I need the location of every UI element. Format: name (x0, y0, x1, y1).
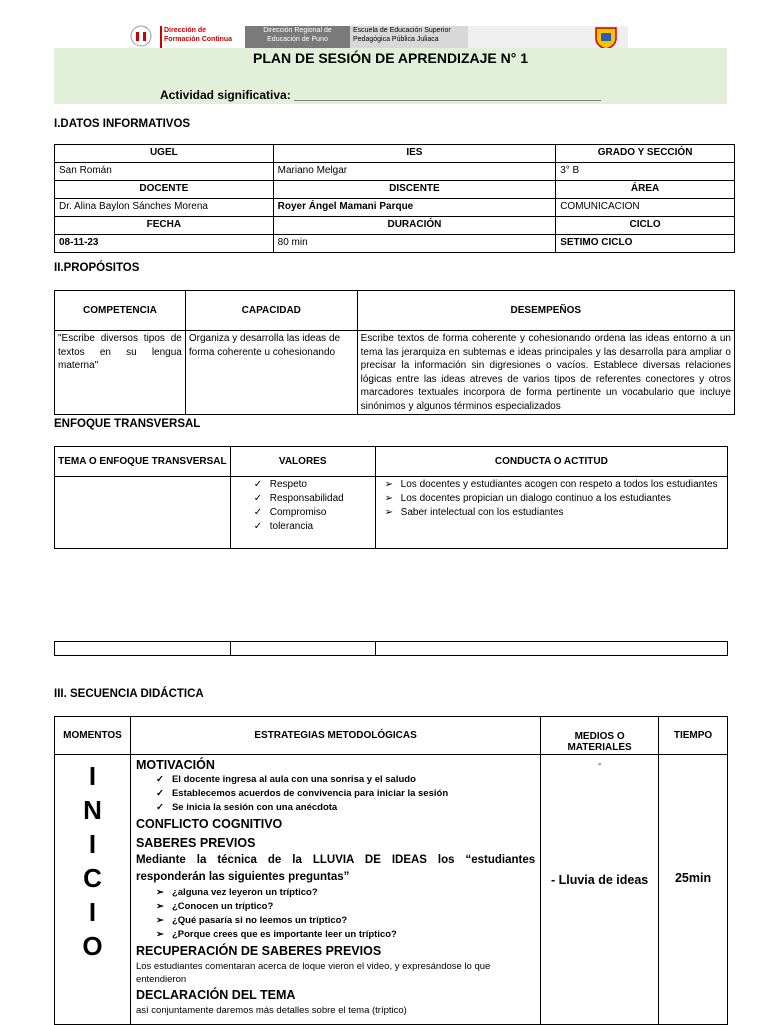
pregunta-text: ¿Qué pasaría si no leemos un tríptico? (171, 915, 348, 926)
list-item (150, 886, 535, 900)
empty-cell (375, 642, 727, 656)
header-conducta: CONDUCTA O ACTITUD (375, 447, 727, 477)
conflicto-title: CONFLICTO COGNITIVO (135, 817, 283, 831)
value-fecha: 08-11-23 (55, 235, 274, 253)
banner-escuela (350, 26, 468, 48)
banner-line: Pedagógica Pública Juliaca (353, 36, 439, 43)
banner-line: Educación de Puno (267, 36, 328, 43)
declaracion-title: DECLARACIÓN DEL TEMA (135, 988, 296, 1002)
valor-text: Compromiso (269, 507, 327, 518)
empty-cell (230, 642, 375, 656)
value-desempenos: Escribe textos de forma coherente y cohesionando ordena las ideas entorno a un tema las jerarquiza en subtemas e ideas principales y las desarrolla para ampliar o precisar la información sin digresiones o vacíos. Establece diversas relaciones lógicas entre las ideas atreves de varios tipos de referentes conectores y otros marcadores textuales incorpora de forma pertinente un vocabulario que incluye sinónimos y algunos términos especializados (357, 331, 734, 415)
value-ugel: San Román (55, 163, 274, 181)
pregunta-text: ¿alguna vez leyeron un tríptico? (171, 887, 318, 898)
section-secuencia: III. SECUENCIA DIDÁCTICA (54, 688, 204, 700)
declaracion-text: así conjuntamente daremos más detalles sobre el tema (tríptico) (135, 1005, 407, 1016)
pregunta-text: ¿Porque crees que es importante leer un tríptico? (171, 929, 397, 940)
header-valores: VALORES (230, 447, 375, 477)
banner-line: Dirección de (164, 27, 207, 34)
check-icon: ✓ (155, 802, 164, 813)
medios-value: - Lluvia de ideas (550, 873, 649, 887)
check-icon: ✓ (253, 507, 263, 518)
valor-text: Responsabilidad (269, 493, 344, 504)
header-desempenos: DESEMPEÑOS (357, 291, 734, 331)
list-item (248, 492, 372, 506)
school-crest-icon (592, 24, 620, 50)
motivacion-text: Establecemos acuerdos de convivencia para iniciar la sesión (171, 788, 449, 799)
value-competencia: "Escribe diversos tipos de textos en su lengua materna" (55, 331, 186, 415)
header-competencia: COMPETENCIA (55, 291, 186, 331)
section-enfoque: ENFOQUE TRANSVERSAL (54, 418, 201, 430)
banner-line: Escuela de Educación Superior (353, 27, 451, 34)
list-item (248, 478, 372, 492)
arrow-bullet-icon: ➢ (384, 507, 394, 518)
page-title: PLAN DE SESIÓN DE APRENDIZAJE N° 1 (252, 50, 529, 66)
value-capacidad: Organiza y desarrolla las ideas de forma coherente u cohesionando (185, 331, 357, 415)
header-ies: IES (273, 145, 556, 163)
arrow-bullet-icon: ➢ (155, 915, 164, 926)
arrow-bullet-icon: ➢ (384, 493, 394, 504)
check-icon: ✓ (155, 774, 164, 785)
enfoque-table (54, 446, 728, 549)
ministry-logo (126, 24, 156, 48)
list-item (150, 773, 535, 787)
recuperacion-text: Los estudiantes comentaran acerca de loque vieron el video, y expresándose lo que entendieron (135, 961, 491, 985)
check-icon: ✓ (253, 479, 263, 490)
list-item (379, 478, 724, 492)
value-docente: Dr. Alina Baylon Sánches Morena (55, 199, 274, 217)
header-discente: DISCENTE (273, 181, 556, 199)
header-capacidad: CAPACIDAD (185, 291, 357, 331)
motivacion-title: MOTIVACIÓN (135, 758, 215, 772)
header-estrategias: ESTRATEGIAS METODOLÓGICAS (130, 717, 540, 755)
header-fecha: FECHA (55, 217, 274, 235)
valor-text: tolerancia (269, 521, 314, 532)
list-item (150, 900, 535, 914)
header-medios: MEDIOS O MATERIALES (541, 717, 659, 755)
header-docente: DOCENTE (55, 181, 274, 199)
tiempo-cell (659, 755, 728, 1025)
arrow-bullet-icon: ➢ (384, 479, 394, 490)
value-ciclo: SETIMO CICLO (556, 235, 735, 253)
recuperacion-title: RECUPERACIÓN DE SABERES PREVIOS (135, 944, 382, 958)
tiempo-value: 25min (674, 871, 712, 885)
value-duracion: 80 min (273, 235, 556, 253)
check-icon: ✓ (253, 493, 263, 504)
arrow-bullet-icon: ➢ (155, 887, 164, 898)
header-momentos: MOMENTOS (55, 717, 131, 755)
pregunta-text: ¿Conocen un tríptico? (171, 901, 274, 912)
banner-dre (245, 26, 350, 48)
valores-cell (230, 477, 375, 549)
motivacion-text: El docente ingresa al aula con una sonrisa y el saludo (171, 774, 416, 785)
header-tema: TEMA O ENFOQUE TRANSVERSAL (55, 447, 231, 477)
medios-dash: - (597, 759, 602, 770)
list-item (150, 801, 535, 815)
banner-formacion (160, 26, 245, 48)
list-item (248, 520, 372, 534)
secuencia-table (54, 716, 728, 1025)
propositos-table (54, 290, 735, 415)
moment-letter: I (88, 829, 97, 859)
value-grado: 3° B (556, 163, 735, 181)
value-ies: Mariano Melgar (273, 163, 556, 181)
estrategias-cell (130, 755, 540, 1025)
moment-letter: C (83, 863, 102, 893)
moment-letter: O (82, 931, 103, 961)
empty-strip-table (54, 641, 728, 656)
check-icon: ✓ (253, 521, 263, 532)
conducta-cell (375, 477, 727, 549)
value-area: COMUNICACION (556, 199, 735, 217)
moment-letter: N (83, 795, 102, 825)
moment-letter: I (88, 897, 97, 927)
header-ciclo: CICLO (556, 217, 735, 235)
banner-line: Formación Continua (164, 36, 233, 43)
conducta-text: Los docentes propician un dialogo continuo a los estudiantes (400, 493, 671, 504)
list-item (248, 506, 372, 520)
list-item (150, 914, 535, 928)
list-item (379, 492, 724, 506)
medios-cell (541, 755, 659, 1025)
header-tiempo: TIEMPO (659, 717, 728, 755)
list-item (150, 787, 535, 801)
conducta-text: Los docentes y estudiantes acogen con respeto a todos los estudiantes (400, 479, 718, 490)
saberes-title: SABERES PREVIOS (135, 836, 256, 850)
activity-label: Actividad significativa: ______________________________________________ (160, 88, 602, 102)
valor-text: Respeto (269, 479, 307, 490)
conducta-text: Saber intelectual con los estudiantes (400, 507, 564, 518)
list-item (150, 928, 535, 942)
moment-letter: I (88, 761, 97, 791)
datos-table (54, 144, 735, 253)
value-tema (55, 477, 231, 549)
saberes-text: Mediante la técnica de la LLUVIA DE IDEAS los “estudiantes responderán las siguientes preguntas” (135, 854, 536, 883)
section-datos: I.DATOS INFORMATIVOS (54, 118, 191, 130)
value-discente: Royer Ángel Mamani Parque (273, 199, 556, 217)
header-ugel: UGEL (55, 145, 274, 163)
banner-line: Dirección Regional de (263, 27, 332, 34)
header-duracion: DURACIÓN (273, 217, 556, 235)
header-grado: GRADO Y SECCIÓN (556, 145, 735, 163)
section-propositos: II.PROPÓSITOS (54, 262, 140, 274)
momento-cell (55, 755, 131, 1025)
empty-cell (55, 642, 231, 656)
header-area: ÁREA (556, 181, 735, 199)
check-icon: ✓ (155, 788, 164, 799)
list-item (379, 506, 724, 520)
arrow-bullet-icon: ➢ (155, 929, 164, 940)
motivacion-text: Se inicia la sesión con una anécdota (171, 802, 338, 813)
arrow-bullet-icon: ➢ (155, 901, 164, 912)
